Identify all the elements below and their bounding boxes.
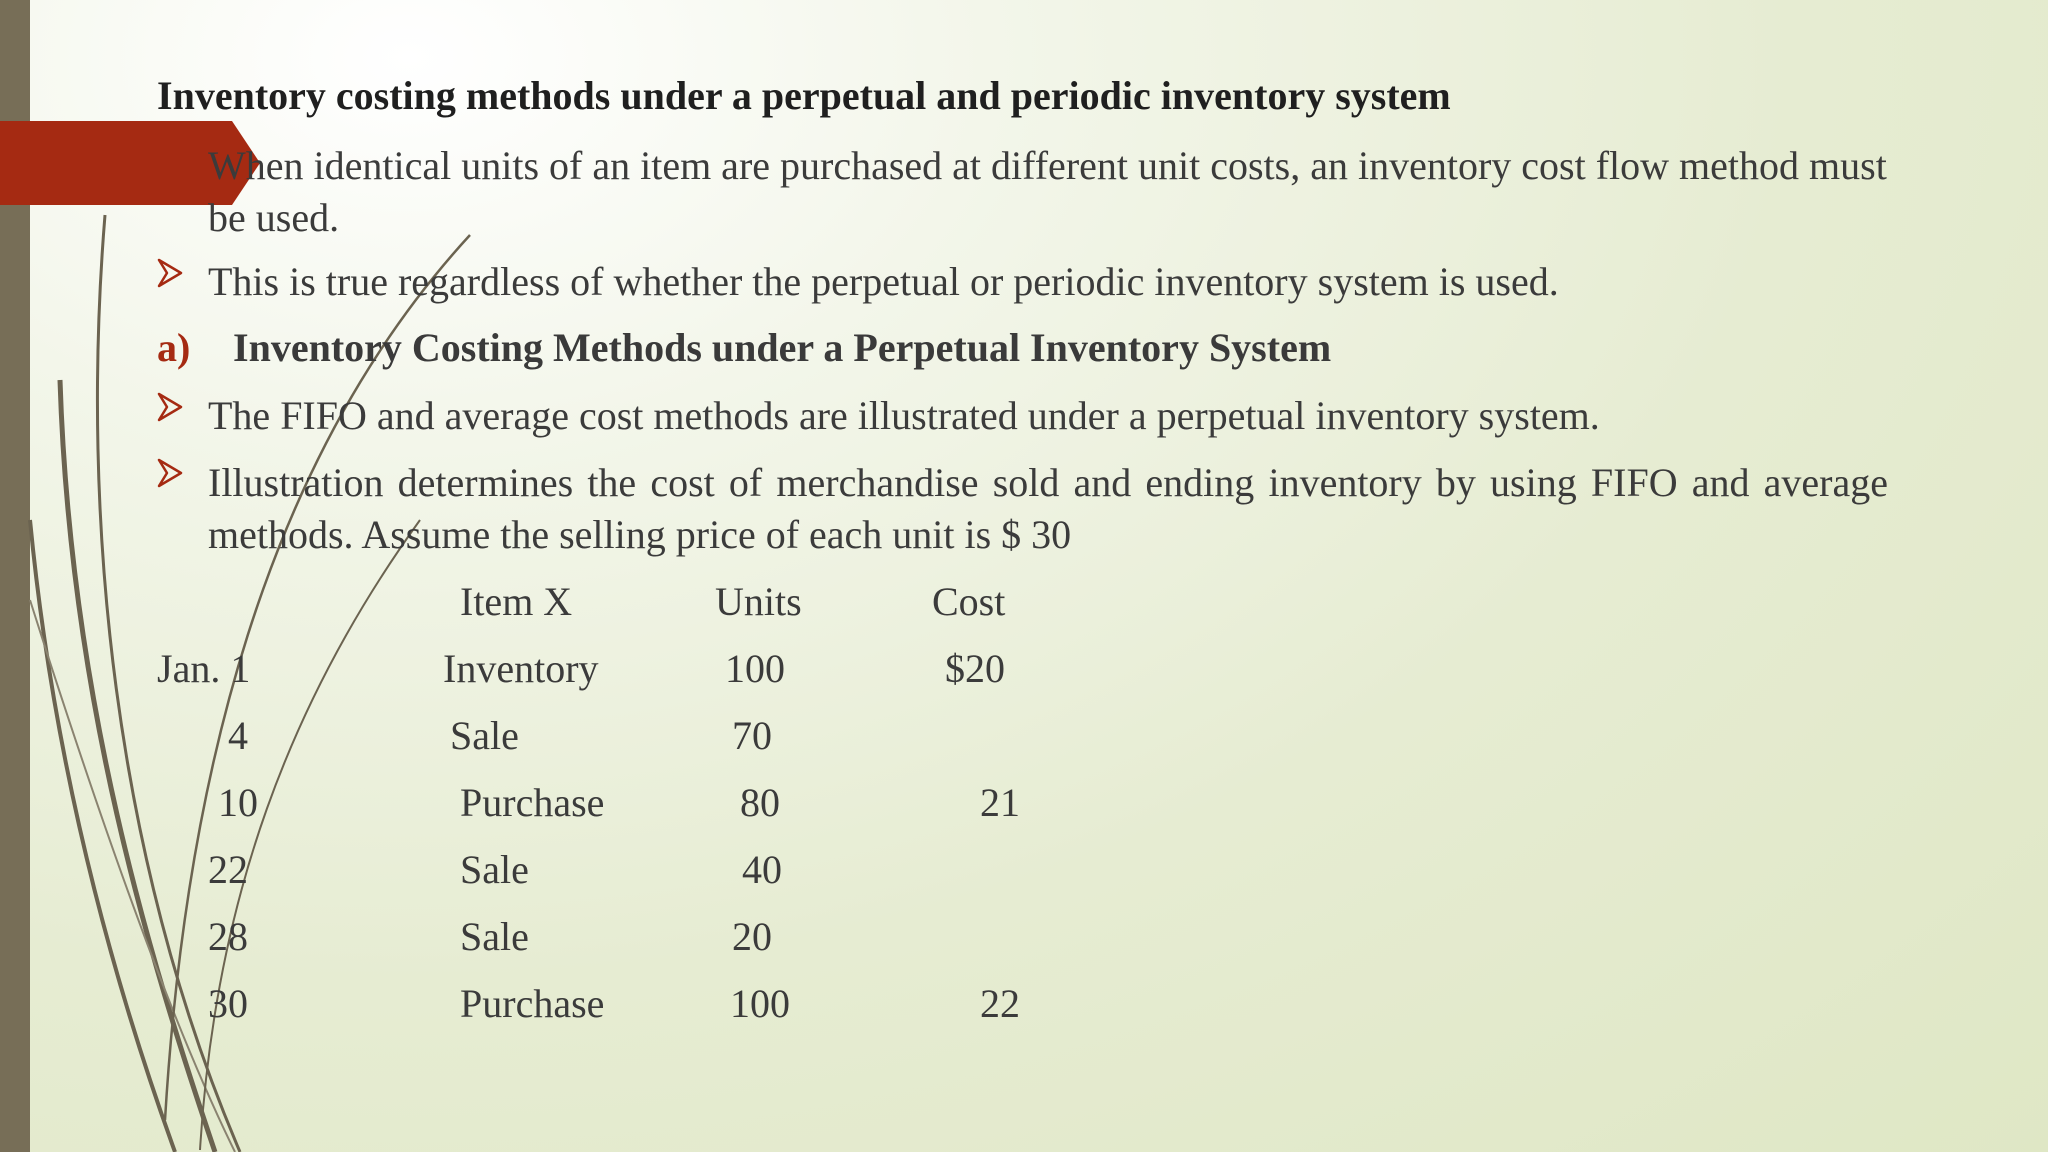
table-row-cost: 22 — [980, 981, 1020, 1026]
header-cost: Cost — [932, 579, 1006, 624]
table-row-date: Jan. 1 — [157, 646, 251, 691]
table-row-cost: 21 — [980, 780, 1020, 825]
table-row-units: 70 — [732, 713, 772, 758]
header-item: Item X — [460, 579, 573, 624]
bullet-fifo-average: The FIFO and average cost methods are illustrated under a perpetual inventory system. — [208, 393, 1600, 438]
subsection-marker: a) — [157, 325, 191, 370]
subsection-heading: Inventory Costing Methods under a Perpetual Inventory System — [233, 325, 1332, 370]
table-row-item: Sale — [460, 914, 529, 959]
table-row-date: 22 — [208, 847, 248, 892]
table-row-date: 4 — [228, 713, 248, 758]
arrow-bullet-icon — [157, 458, 183, 488]
table-row-item: Purchase — [460, 981, 605, 1026]
table-row-units: 100 — [730, 981, 790, 1026]
table-row-item: Sale — [450, 713, 519, 758]
header-units: Units — [715, 579, 802, 624]
table-row-date: 28 — [208, 914, 248, 959]
table-row-units: 40 — [742, 847, 782, 892]
table-row-item: Inventory — [443, 646, 599, 691]
table-row-date: 10 — [218, 780, 258, 825]
bullet-regardless: This is true regardless of whether the perpetual or periodic inventory system is used. — [208, 259, 1559, 304]
slide-title: Inventory costing methods under a perpetual and periodic inventory system — [157, 73, 1451, 118]
table-row-units: 100 — [725, 646, 785, 691]
table-row-units: 80 — [740, 780, 780, 825]
bullet-illustration: Illustration determines the cost of merchandise sold and ending inventory by using FIFO and average methods. Assume the selling price of each unit is $ 30 — [208, 460, 1888, 557]
table-row-units: 20 — [732, 914, 772, 959]
table-row-cost: $20 — [945, 646, 1005, 691]
arrow-bullet-icon — [157, 392, 183, 422]
table-row-item: Sale — [460, 847, 529, 892]
table-row-date: 30 — [208, 981, 248, 1026]
intro-paragraph: When identical units of an item are purchased at different unit costs, an inventory cost flow method must be used. — [208, 143, 1887, 240]
arrow-bullet-icon — [157, 258, 183, 288]
table-row-item: Purchase — [460, 780, 605, 825]
